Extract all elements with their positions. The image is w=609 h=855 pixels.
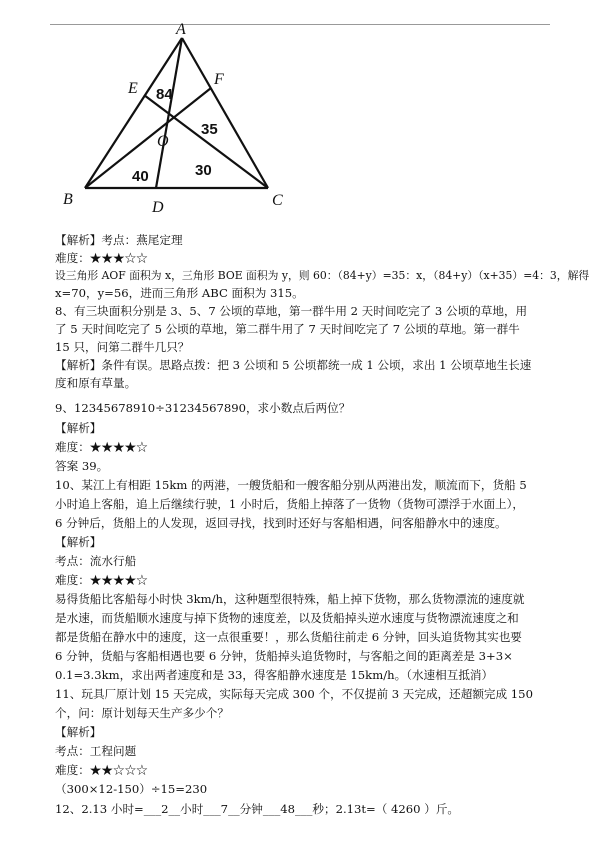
text-line: 小时追上客船，追上后继续行驶，1 小时后，货船上掉落了一货物（货物可漂浮于水面上）， xyxy=(55,497,525,511)
text-line: 是水速，而货船顺水速度与掉下货物的速度差，以及货船掉头逆水速度与货物漂流速度之和 xyxy=(55,611,519,625)
area-30: 30 xyxy=(195,162,212,179)
text-line: 10、某江上有相距 15km 的两港，一艘货船和一艘客船分别从两港出发，顺流而下，货船 5 xyxy=(55,478,527,492)
text-line: 0.1=3.3km，求出两者速度和是 33，得客船静水速度是 15km/h。（水速相互抵消） xyxy=(55,668,494,682)
text-line: 【解析】 xyxy=(55,535,102,549)
text-line: 考点：流水行船 xyxy=(55,554,137,568)
text-line: 易得货船比客船每小时快 3km/h，这种题型很特殊，船上掉下货物，那么货物漂流的速度就 xyxy=(55,592,525,606)
text-line: 8、有三块面积分别是 3、5、7 公顷的草地，第一群牛用 2 天时间吃完了 3 公顷的草地，用 xyxy=(55,304,528,318)
text-line: 考点：工程问题 xyxy=(55,744,137,758)
text-line: 【解析】考点：燕尾定理 xyxy=(55,233,183,247)
label-c: C xyxy=(272,192,283,209)
text-line: 答案 39。 xyxy=(55,459,109,473)
text-line: 难度：★★★☆☆ xyxy=(55,251,148,265)
area-40: 40 xyxy=(132,168,149,185)
area-84: 84 xyxy=(156,86,173,103)
triangle-figure xyxy=(55,22,315,222)
text-line: 12、2.13 小时=___2__小时___7__分钟___48___秒；2.13t=（ 4260 ）斤。 xyxy=(55,802,460,816)
text-line: 个，问：原计划每天生产多少个？ xyxy=(55,706,229,720)
text-line: （300×12-150）÷15=230 xyxy=(55,782,208,796)
text-line: 11、玩具厂原计划 15 天完成，实际每天完成 300 个，不仅提前 3 天完成，还超额完成 150 xyxy=(55,687,533,701)
label-o: O xyxy=(157,133,169,150)
text-line: 度和原有草量。 xyxy=(55,376,137,390)
text-line: 难度：★★★★☆ xyxy=(55,440,148,454)
text-line: x=70，y=56，进而三角形 ABC 面积为 315。 xyxy=(55,286,304,300)
text-line: 都是货船在静水中的速度，这一点很重要！，那么货船往前走 6 分钟，回头追货物其实也要 xyxy=(55,630,522,644)
text-line: 难度：★★☆☆☆ xyxy=(55,763,148,777)
label-a: A xyxy=(176,22,186,38)
label-d: D xyxy=(152,199,164,216)
text-line: 了 5 天时间吃完了 5 公顷的草地，第二群牛用了 7 天时间吃完了 7 公顷的草地。第一群牛 xyxy=(55,322,520,336)
text-line: 15 只，问第二群牛几只？ xyxy=(55,340,190,354)
text-line: 【解析】 xyxy=(55,421,102,435)
text-line: 设三角形 AOF 面积为 x，三角形 BOE 面积为 y，则 60：（84+y）=35：x，（84+y）（x+35）=4：3，解得 xyxy=(55,269,590,282)
text-line: 【解析】条件有误。思路点拨：把 3 公顷和 5 公顷都统一成 1 公顷，求出 1 公顷草地生长速 xyxy=(55,358,532,372)
label-e: E xyxy=(128,80,138,97)
label-f: F xyxy=(214,71,224,88)
text-line: 难度：★★★★☆ xyxy=(55,573,148,587)
area-35: 35 xyxy=(201,121,218,138)
text-line: 【解析】 xyxy=(55,725,102,739)
label-b: B xyxy=(63,191,73,208)
text-line: 6 分钟，货船与客船相遇也要 6 分钟，货船掉头追货物时，与客船之间的距离差是 3+3× xyxy=(55,649,513,663)
text-line: 6 分钟后，货船上的人发现，返回寻找，找到时还好与客船相遇，问客船静水中的速度。 xyxy=(55,516,507,530)
text-line: 9、12345678910÷31234567890，求小数点后两位？ xyxy=(55,401,351,415)
